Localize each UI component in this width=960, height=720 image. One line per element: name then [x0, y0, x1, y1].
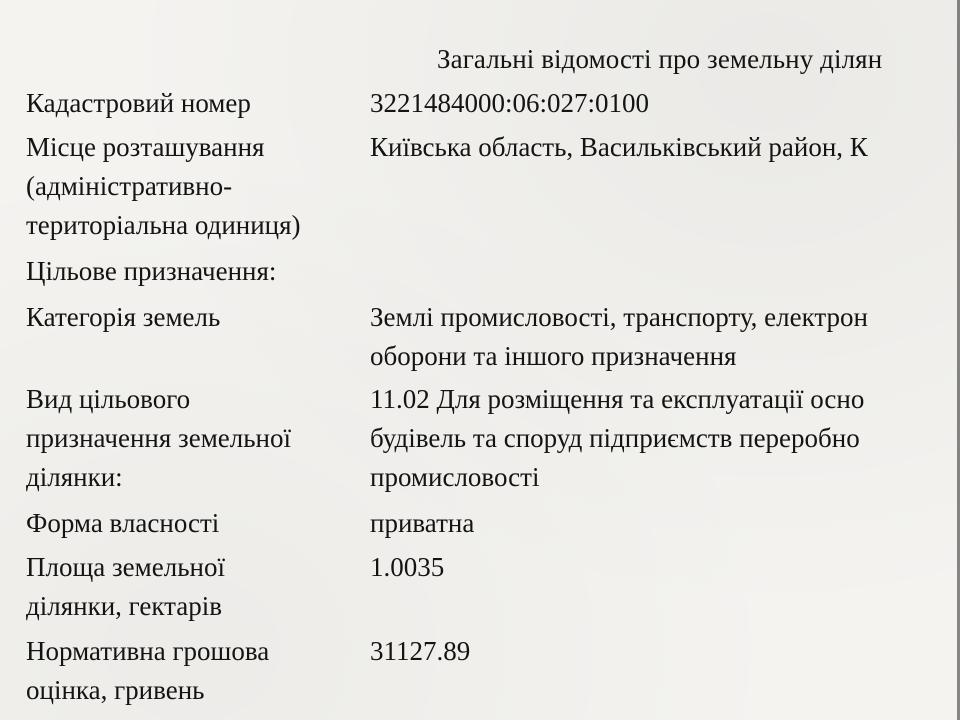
label-line: оцінка, гривень — [26, 675, 205, 705]
label-line: Цільове призначення: — [26, 256, 277, 286]
value-line: 3221484000:06:027:0100 — [370, 88, 650, 118]
value-location — [370, 128, 868, 167]
value-line: промисловості — [370, 462, 540, 492]
value-ownership-form — [370, 504, 474, 543]
label-line: Площа земельної — [26, 552, 225, 582]
label-ownership-form — [26, 504, 219, 543]
value-land-category — [370, 298, 868, 376]
value-line: будівель та споруд підприємств переробно — [370, 423, 860, 453]
label-line: Кадастровий номер — [26, 88, 251, 118]
label-line: Категорія земель — [26, 302, 221, 332]
label-line: ділянки: — [26, 462, 123, 492]
label-line: Вид цільового — [26, 384, 191, 414]
label-normative-valuation — [26, 632, 269, 710]
label-location — [26, 128, 301, 245]
value-cadastral-number — [370, 84, 649, 123]
value-line: оборони та іншого призначення — [370, 341, 737, 371]
value-line: Землі промисловості, транспорту, електрон — [370, 302, 868, 332]
label-purpose — [26, 252, 276, 291]
label-line: призначення земельної — [26, 423, 292, 453]
section-heading: Загальні відомості про земельну ділян — [437, 44, 883, 74]
label-line: Нормативна грошова — [26, 636, 270, 666]
value-area — [370, 548, 444, 587]
value-purpose-type — [370, 380, 864, 497]
value-line: 1.0035 — [370, 552, 445, 582]
label-area — [26, 548, 225, 626]
value-line: Київська область, Васильківський район, К — [370, 132, 868, 162]
label-line: Форма власності — [26, 508, 220, 538]
value-line: 31127.89 — [370, 636, 471, 666]
label-line: територіальна одиниця) — [26, 210, 301, 240]
value-normative-valuation — [370, 632, 470, 671]
label-purpose-type — [26, 380, 291, 497]
value-line: приватна — [370, 508, 475, 538]
label-line: ділянки, гектарів — [26, 591, 222, 621]
label-line: (адміністративно- — [26, 171, 233, 201]
label-line: Місце розташування — [26, 132, 265, 162]
value-line: 11.02 Для розміщення та експлуатації осно — [370, 384, 865, 414]
label-land-category — [26, 298, 220, 337]
label-cadastral-number — [26, 84, 251, 123]
